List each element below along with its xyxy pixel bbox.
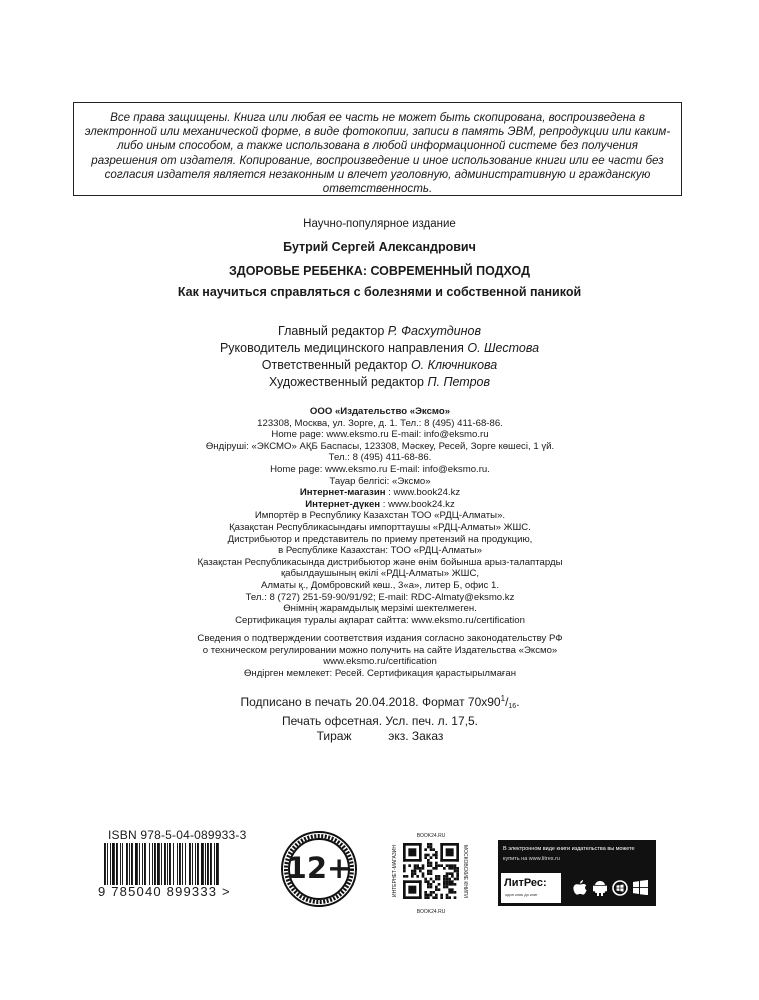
litres-banner-line-2: купить на www.litres.ru [503, 856, 560, 862]
certification-ru-line-1: Сведения о подтверждении соответствия издания согласно законодательству РФ [197, 633, 563, 645]
litres-logo: ЛитРес: [504, 877, 547, 889]
editor-name: О. Ключникова [410, 358, 498, 372]
importer-kz: Қазақстан Республикасындағы импорттаушы «РДЦ-Алматы» ЖШС. [229, 521, 531, 533]
distributor-line-2: в Республике Казахстан: ТОО «РДЦ-Алматы» [278, 545, 482, 557]
copyright-notice-text: Все права защищены. Книга или любая ее часть не может быть скопирована, воспроизведена в электронной или механической форме, в виде фотокопии, записи в память ЭВМ, репродукции или каким-либо иным способом, а также использована в любой информационной системе без получения разрешения от издателя. Копирование, воспроизведение и иное использование книги или ее части без согласия издателя является незаконным и влечет уголовную, административную и гражданскую ответственность. [84, 111, 671, 196]
format-denominator: 16 [508, 703, 517, 710]
age-rating-badge [281, 831, 357, 907]
online-shop-kz-label: Интернет-дүкен [305, 498, 381, 510]
windows-icon [632, 880, 648, 896]
isbn-label: ISBN 978-5-04-089933-3 [108, 828, 247, 842]
barcode-digits: 9 785040 899333 > [98, 884, 231, 899]
editor-role: Главный редактор [278, 324, 385, 338]
editor-role: Руководитель медицинского направления [219, 341, 464, 355]
print-run-label: Тираж [316, 729, 352, 743]
publisher-imprint [180, 406, 580, 680]
country-of-origin: Өндірген мемлекет: Ресей. Сертификация қарастырылмаған [243, 668, 517, 680]
windows-phone-icon [612, 880, 628, 896]
publisher-kz-maker: Өндіруші: «ЭКСМО» АҚБ Баспасы, 123308, Мәскеу, Ресей, Зорге көшесі, 1 үй. [205, 440, 555, 452]
android-icon [592, 880, 608, 896]
print-run-line [200, 729, 560, 744]
qr-side-left-label: ИНТЕРНЕТ-МАГАЗИН [392, 845, 398, 897]
litres-logo-tagline: один клик до книг [505, 892, 538, 897]
litres-banner-line-1: В электронном виде книги издательства вы можете [503, 846, 635, 852]
copyright-notice-box [73, 102, 682, 196]
publisher-name: ООО «Издательство «Эксмо» [309, 406, 451, 417]
publisher-kz-tel: Тел.: 8 (495) 411-68-86. [328, 452, 432, 464]
online-shop-label: Интернет-магазин [299, 487, 386, 499]
qr-bottom-label: BOOK24.RU [416, 909, 446, 915]
almaty-contacts: Тел.: 8 (727) 251-59-90/91/92; E-mail: RDC-Almaty@eksmo.kz [245, 591, 515, 603]
apple-icon [572, 880, 588, 896]
almaty-address: Алматы қ., Домбровский көш., 3«а», литер Б, офис 1. [261, 579, 499, 591]
litres-banner [498, 840, 656, 906]
signed-text: Подписано в печать 20.04.2018. Формат 70х90 [240, 695, 501, 709]
age-rating: 12+ [286, 851, 352, 885]
spacer [180, 626, 580, 633]
importer: Импортёр в Республику Казахстан ТОО «РДЦ-Алматы». [254, 510, 506, 522]
shelf-life: Өнімнің жарамдылық мерзімі шектелмеген. [283, 603, 477, 615]
editors-list [0, 323, 759, 391]
format-end: . [516, 695, 520, 709]
litres-logo-box [501, 873, 561, 903]
online-shop-kz-line [180, 499, 580, 511]
qr-code-block [392, 833, 468, 915]
print-details [200, 691, 560, 744]
publisher-contacts: Home page: www.eksmo.ru E-mail: info@eksmo.ru [271, 429, 489, 441]
certification-ru-line-2: о техническом регулировании можно получить на сайте Издательства «Эксмо» [202, 644, 558, 656]
qr-side-right-label: МОСКОВСКИЕ КНИГИ [462, 845, 468, 898]
qr-code-icon [403, 843, 459, 899]
qr-top-label: BOOK24.RU [416, 833, 446, 839]
certification-info: Сертификация туралы ақпарат сайтта: www.eksmo.ru/certification [235, 614, 525, 626]
distributor-kz-line-1: Қазақстан Республикасында дистрибьютор және өнім бойынша арыз-талаптарды [197, 556, 563, 568]
distributor-kz-line-2: қабылдаушының өкілі «РДЦ-Алматы» ЖШС, [280, 568, 480, 580]
printing-type: Печать офсетная. Усл. печ. л. 17,5. [282, 714, 478, 728]
editor-name: О. Шестова [467, 341, 540, 355]
editor-line [0, 357, 759, 374]
editor-role: Художественный редактор [268, 375, 424, 389]
editor-line [0, 323, 759, 340]
signed-for-print: Подписано в печать 20.04.2018. Формат $70х90^1/_{16}$. [240, 694, 520, 710]
format-numerator: 1 [500, 694, 506, 703]
distributor-line-1: Дистрибьютор и представитель по приему претензий на продукцию, [227, 533, 533, 545]
book-title: ЗДОРОВЬЕ РЕБЕНКА: СОВРЕМЕННЫЙ ПОДХОД [228, 264, 531, 278]
editor-role: Ответственный редактор [261, 358, 408, 372]
trademark: Тауар белгісі: «Эксмо» [329, 475, 431, 487]
online-shop-url: : www.book24.kz [385, 487, 461, 499]
publisher-address: 123308, Москва, ул. Зорге, д. 1. Тел.: 8 (495) 411-68-86. [257, 417, 503, 429]
editor-name: Р. Фасхутдинов [387, 324, 481, 338]
editor-name: П. Петров [427, 375, 491, 389]
online-shop-kz-url: : www.book24.kz [380, 498, 455, 510]
publisher-kz-contacts: Home page: www.eksmo.ru E-mail: info@eksmo.ru. [270, 463, 490, 475]
certification-ru-line-3: www.eksmo.ru/certification [323, 656, 437, 668]
book-subtitle: Как научиться справляться с болезнями и собственной паникой [177, 285, 582, 299]
editor-line [0, 374, 759, 391]
edition-type: Научно-популярное издание [303, 218, 456, 230]
online-shop-line [180, 487, 580, 499]
editor-line [0, 340, 759, 357]
author-name: Бутрий Сергей Александрович [283, 240, 476, 254]
order-label: экз. Заказ [388, 729, 444, 743]
